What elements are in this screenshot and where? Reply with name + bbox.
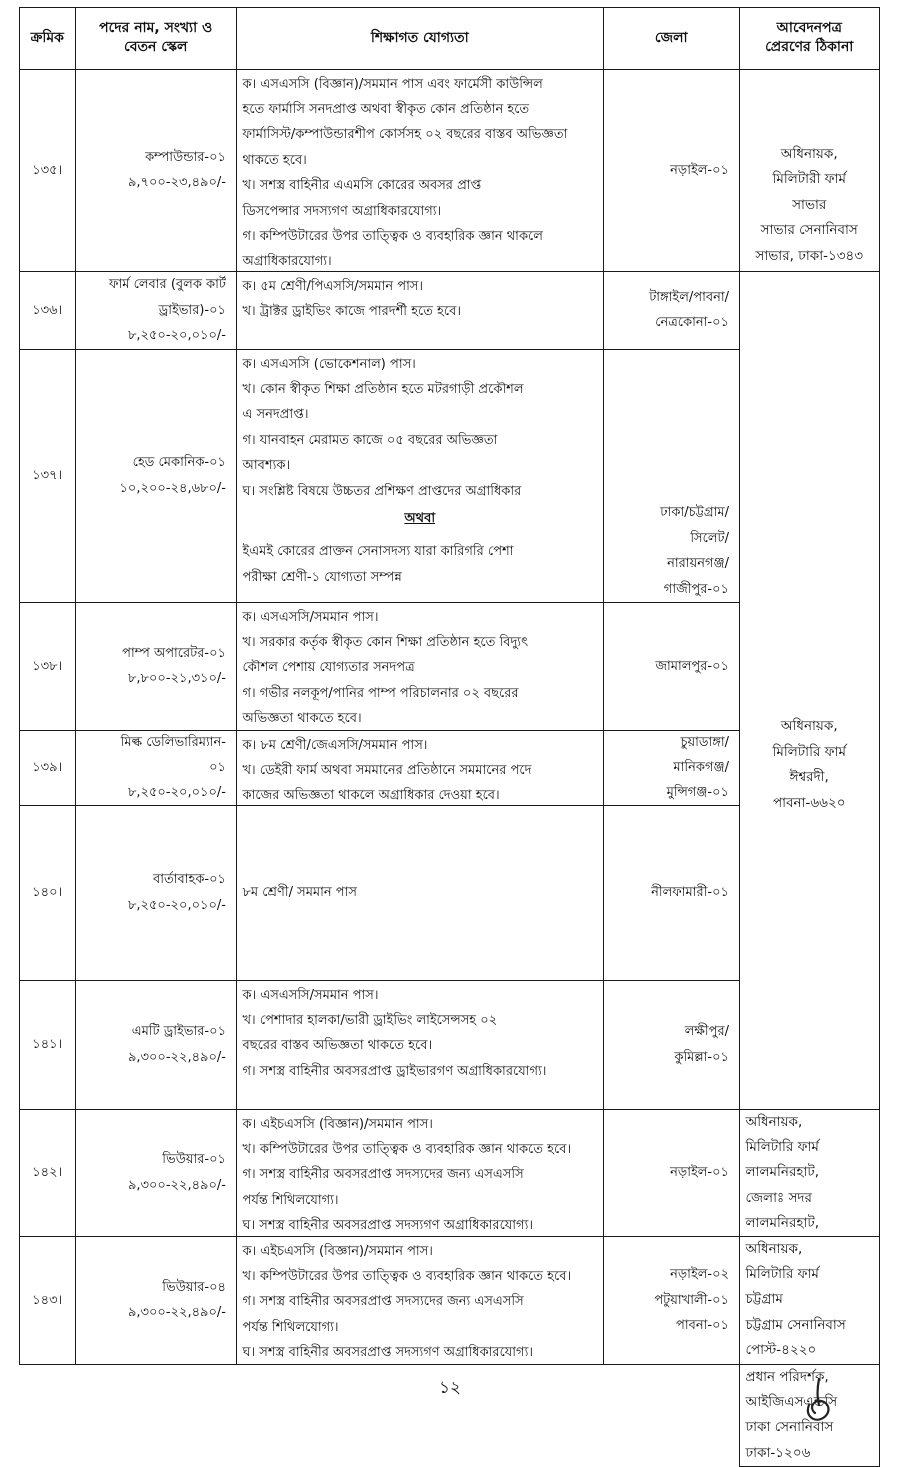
serial-cell — [19, 980, 77, 1111]
district-line: মুন্সিগঞ্জ-০১ — [667, 780, 729, 805]
header-qualification — [236, 7, 605, 71]
address-line: সাভার, ঢাকা-১৩৪৩ — [755, 244, 863, 269]
address-line: অধিনায়ক, — [746, 1110, 874, 1135]
serial-cell — [19, 271, 77, 351]
post-line: ০১ — [209, 755, 226, 780]
district-cell — [603, 1236, 741, 1366]
header-label-line: বেতন স্কেল — [99, 38, 212, 57]
district-line: পটুয়াখালী-০১ — [654, 1288, 729, 1313]
qualification-line: আবশ্যক। — [243, 453, 598, 478]
qualification-line: খ। ট্রাক্টর ড্রাইভিং কাজে পারদর্শী হতে হবে। — [243, 299, 598, 324]
post-cell — [75, 1109, 238, 1238]
post-line: ১০,২০০-২৪,৬৮০/- — [119, 476, 226, 501]
district-line: নড়াইল-০১ — [670, 158, 729, 183]
header-post — [75, 7, 238, 71]
serial-number: ১৩৫। — [32, 158, 62, 183]
qualification-line: খ। ডেইরী ফার্ম অথবা সমমানের প্রতিষ্ঠানে সমমানের পদে — [243, 758, 598, 783]
district-line: গাজীপুর-০১ — [664, 577, 729, 602]
qualification-line: ঘ। সশস্ত্র বাহিনীর অবসরপ্রাপ্ত সদস্যগণ অগ্রাধিকারযোগ্য। — [243, 1340, 598, 1365]
address-line: মিলিটারী ফার্ম — [773, 167, 846, 192]
district-cell — [603, 730, 741, 807]
address-line: পাবনা-৬৬২০ — [773, 791, 846, 816]
page-number: ১২ — [0, 1375, 900, 1403]
district-line: নড়াইল-০২ — [670, 1262, 729, 1287]
district-line: জামালপুর-০১ — [655, 654, 729, 679]
serial-cell — [19, 1109, 77, 1238]
qualification-line: গ। কম্পিউটারের উপর তাত্ত্বিক ও ব্যবহারিক জ্ঞান থাকলে — [243, 224, 598, 249]
qualification-line: পর্যন্ত শিথিলযোগ্য। — [243, 1188, 598, 1213]
qualification-cell — [236, 730, 605, 807]
serial-number: ১৩৭। — [32, 463, 62, 488]
qualification-line: ঘ। সংশ্লিষ্ট বিষয়ে উচ্চতর প্রশিক্ষণ প্রাপ্তদের অগ্রাধিকার — [243, 479, 598, 504]
qualification-cell — [236, 980, 605, 1111]
post-line: ৮,৮০০-২১,৩১০/- — [128, 666, 226, 691]
post-line: কম্পাউন্ডার-০১ — [145, 145, 226, 170]
header-serial-label — [31, 29, 64, 48]
post-cell — [75, 730, 238, 807]
header-label-line: শিক্ষাগত যোগ্যতা — [371, 29, 469, 48]
qualification-line: অগ্রাধিকারযোগ্য। — [243, 249, 598, 272]
qualification-line: খ। কম্পিউটারের উপর তাত্ত্বিক ও ব্যবহারিক জ্ঞান থাকতে হবে। — [243, 1264, 598, 1289]
qualification-line: গ। সশস্ত্র বাহিনীর অবসরপ্রাপ্ত সদস্যদের জন্য এসএসসি — [243, 1162, 598, 1187]
post-cell — [75, 980, 238, 1111]
address-line: চট্টগ্রাম সেনানিবাস — [746, 1313, 874, 1338]
qualification-line: বছরের বাস্তব অভিজ্ঞতা থাকতে হবে। — [243, 1033, 598, 1058]
address-line: জেলাঃ সদর — [746, 1186, 874, 1211]
district-line: টাঙ্গাইল/পাবনা/ — [649, 285, 729, 310]
district-cell — [603, 349, 741, 604]
serial-cell — [19, 69, 77, 273]
post-cell — [75, 805, 238, 982]
address-line: মিলিটারি ফার্ম — [746, 1135, 874, 1160]
address-line: ঈশ্বরদী, — [790, 765, 829, 790]
header-label-line: প্রেরণের ঠিকানা — [765, 38, 853, 57]
district-cell — [603, 69, 741, 273]
serial-cell — [19, 805, 77, 982]
post-line: ড্রাইভার)-০১ — [159, 298, 226, 323]
qualification-cell — [236, 1236, 605, 1366]
district-line: লক্ষীপুর/ — [685, 1019, 729, 1044]
serial-number: ১৪০। — [32, 880, 62, 905]
serial-number: ১৪১। — [32, 1032, 62, 1057]
header-post-label — [99, 19, 212, 57]
serial-cell — [19, 1236, 77, 1366]
qualification-cell — [236, 69, 605, 273]
serial-cell — [19, 349, 77, 604]
post-line: বার্তাবাহক-০১ — [153, 867, 226, 892]
serial-number: ১৩৬। — [32, 298, 62, 323]
serial-cell — [19, 602, 77, 732]
qualification-line: খ। কম্পিউটারের উপর তাত্ত্বিক ও ব্যবহারিক জ্ঞান থাকতে হবে। — [243, 1137, 598, 1162]
qualification-line: কাজের অভিজ্ঞতা থাকলে অগ্রাধিকার দেওয়া হবে। — [243, 783, 598, 806]
post-line: হেড মেকানিক-০১ — [133, 450, 226, 475]
qualification-line: অভিজ্ঞতা থাকতে হবে। — [243, 706, 598, 731]
qualification-line: ক। এসএসসি (ভোকেশনাল) পাস। — [243, 352, 598, 377]
address-line: পোস্ট-৪২২০ — [746, 1338, 874, 1363]
serial-number: ১৪৩। — [32, 1288, 62, 1313]
serial-number: ১৪২। — [32, 1160, 62, 1185]
qualification-line: পর্যন্ত শিথিলযোগ্য। — [243, 1315, 598, 1340]
address-line: লালমনিরহাট, — [746, 1160, 874, 1185]
post-line: ফার্ম লেবার (বুলক কার্ট — [109, 272, 226, 297]
qualification-line: ক। এইচএসসি (বিজ্ঞান)/সমমান পাস। — [243, 1112, 598, 1137]
district-line: চুয়াডাঙ্গা/ — [680, 730, 729, 755]
header-address-label — [765, 19, 853, 57]
address-line: লালমনিরহাট, — [746, 1211, 874, 1236]
header-qualification-label — [371, 29, 469, 48]
district-cell — [603, 271, 741, 351]
qualification-line: থাকতে হবে। — [243, 148, 598, 173]
address-line: মিলিটারি ফার্ম — [746, 1262, 874, 1287]
district-line: সিলেট/ — [690, 526, 729, 551]
header-serial — [19, 7, 77, 71]
district-line: নারায়নগঞ্জ/ — [667, 551, 729, 576]
post-line: এমটি ড্রাইভার-০১ — [132, 1019, 226, 1044]
address-line: ঢাকা সেনানিবাস — [746, 1415, 874, 1440]
header-district — [603, 7, 741, 71]
post-line: ৮,২৫০-২০,০১০/- — [128, 780, 226, 805]
header-label-line: ক্রমিক — [31, 29, 64, 48]
address-cell — [739, 1236, 881, 1366]
post-line: ৯,৩০০-২২,৪৯০/- — [128, 1045, 226, 1070]
qualification-line: গ। সশস্ত্র বাহিনীর অবসরপ্রাপ্ত সদস্যদের জন্য এসএসসি — [243, 1289, 598, 1314]
qualification-line: ডিসপেন্সার সদস্যগণ অগ্রাধিকারযোগ্য। — [243, 199, 598, 224]
post-cell — [75, 271, 238, 351]
serial-number: ১৩৯। — [32, 755, 62, 780]
address-line: প্রধান পরিদর্শক, — [746, 1365, 874, 1390]
post-line: ভিউয়ার-০১ — [162, 1147, 226, 1172]
qualification-cell — [236, 805, 605, 982]
address-cell — [739, 69, 881, 273]
address-line: অধিনায়ক, — [781, 142, 838, 167]
post-cell — [75, 602, 238, 732]
qualification-line: গ। যানবাহন মেরামত কাজে ০৫ বছরের অভিজ্ঞতা — [243, 428, 598, 453]
post-cell — [75, 349, 238, 604]
qualification-line: খ। সশস্ত্র বাহিনীর এএমসি কোরের অবসর প্রাপ্ত — [243, 173, 598, 198]
post-line: ৯,৭০০-২৩,৪৯০/- — [128, 170, 226, 195]
district-cell — [603, 1109, 741, 1238]
qualification-line: ক। এসএসসি/সমমান পাস। — [243, 605, 598, 630]
header-label-line: পদের নাম, সংখ্যা ও — [99, 19, 212, 38]
header-address — [739, 7, 881, 71]
qualification-line: ৮ম শ্রেণী/ সমমান পাস — [243, 880, 598, 905]
post-line: পাম্প অপারেটর-০১ — [122, 641, 226, 666]
post-line: ৮,২৫০-২০,০১০/- — [128, 323, 226, 348]
district-line: পাবনা-০১ — [676, 1313, 729, 1338]
post-line: ভিউয়ার-০৪ — [162, 1275, 226, 1300]
qualification-line: ক। ৫ম শ্রেণী/পিএসসি/সমমান পাস। — [243, 274, 598, 299]
district-line: কুমিল্লা-০১ — [674, 1045, 729, 1070]
qualification-line: খ। সরকার কর্তৃক স্বীকৃত কোন শিক্ষা প্রতিষ্ঠান হতে বিদ্যুৎ — [243, 630, 598, 655]
qualification-cell — [236, 349, 605, 604]
address-line: আইজিএসএন্ডসি — [746, 1390, 874, 1415]
qualification-line: ক। এসএসসি (বিজ্ঞান)/সমমান পাস এবং ফার্মেসী কাউন্সিল — [243, 72, 598, 97]
qualification-line: ফার্মাসিস্ট/কম্পাউন্ডারশীপ কোর্সসহ ০২ বছরের বাস্তব অভিজ্ঞতা — [243, 122, 598, 147]
district-line: নেত্রকোনা-০১ — [655, 310, 729, 335]
qualification-line: গ। সশস্ত্র বাহিনীর অবসরপ্রাপ্ত ড্রাইভারগণ অগ্রাধিকারযোগ্য। — [243, 1059, 598, 1084]
address-line: সাভার সেনানিবাস — [761, 218, 858, 243]
qualification-line: ক। এইচএসসি (বিজ্ঞান)/সমমান পাস। — [243, 1239, 598, 1264]
address-cell — [739, 1109, 881, 1238]
qualification-line: কৌশল পেশায় যোগ্যতার সনদপত্র — [243, 655, 598, 680]
alternative-label: অথবা — [243, 506, 598, 531]
address-line: মিলিটারি ফার্ম — [773, 740, 846, 765]
address-line: অধিনায়ক, — [746, 1237, 874, 1262]
address-line: সাভার — [792, 193, 826, 218]
qualification-cell — [236, 271, 605, 351]
header-label-line: আবেদনপত্র — [765, 19, 853, 38]
qualification-line: হতে ফার্মাসি সনদপ্রাপ্ত অথবা স্বীকৃত কোন প্রতিষ্ঠান হতে — [243, 97, 598, 122]
district-line: ঢাকা/চট্টগ্রাম/ — [660, 500, 729, 525]
header-district-label — [655, 29, 688, 48]
address-line: ঢাকা-১২০৬ — [746, 1441, 874, 1466]
header-label-line: জেলা — [655, 29, 688, 48]
qualification-line: ঘ। সশস্ত্র বাহিনীর অবসরপ্রাপ্ত সদস্যগণ অগ্রাধিকারযোগ্য। — [243, 1213, 598, 1237]
district-line: মানিকগঞ্জ/ — [673, 755, 729, 780]
post-line: ৮,২৫০-২০,০১০/- — [128, 893, 226, 918]
district-cell — [603, 980, 741, 1111]
qualification-cell — [236, 602, 605, 732]
qualification-line: ইএমই কোরের প্রাক্তন সেনাসদস্য যারা কারিগরি পেশা — [243, 539, 598, 564]
qualification-line: পরীক্ষা শ্রেণী-১ যোগ্যতা সম্পন্ন — [243, 565, 598, 590]
qualification-cell — [236, 1109, 605, 1238]
serial-cell — [19, 730, 77, 807]
address-line: চট্টগ্রাম — [746, 1287, 874, 1312]
district-cell — [603, 602, 741, 732]
post-line: মিল্ক ডেলিভারিম্যান- — [121, 730, 226, 755]
district-line: নড়াইল-০১ — [670, 1160, 729, 1185]
serial-number: ১৩৮। — [32, 654, 62, 679]
address-cell — [739, 271, 881, 1111]
post-line: ৯,৩০০-২২,৪৯০/- — [128, 1300, 226, 1325]
qualification-line: গ। গভীর নলকূপ/পানির পাম্প পরিচালনার ০২ বছরের — [243, 681, 598, 706]
post-cell — [75, 1236, 238, 1366]
address-line: অধিনায়ক, — [781, 714, 838, 739]
qualification-line: এ সনদপ্রাপ্ত। — [243, 402, 598, 427]
district-line: নীলফামারী-০১ — [651, 880, 729, 905]
qualification-line: ক। ৮ম শ্রেণী/জেএসসি/সমমান পাস। — [243, 733, 598, 758]
qualification-line: ক। এসএসসি/সমমান পাস। — [243, 983, 598, 1008]
qualification-line: খ। পেশাদার হালকা/ভারী ড্রাইভিং লাইসেন্সসহ ০২ — [243, 1008, 598, 1033]
district-cell — [603, 805, 741, 982]
post-line: ৯,৩০০-২২,৪৯০/- — [128, 1173, 226, 1198]
qualification-line: খ। কোন স্বীকৃত শিক্ষা প্রতিষ্ঠান হতে মটরগাড়ী প্রকৌশল — [243, 377, 598, 402]
post-cell — [75, 69, 238, 273]
